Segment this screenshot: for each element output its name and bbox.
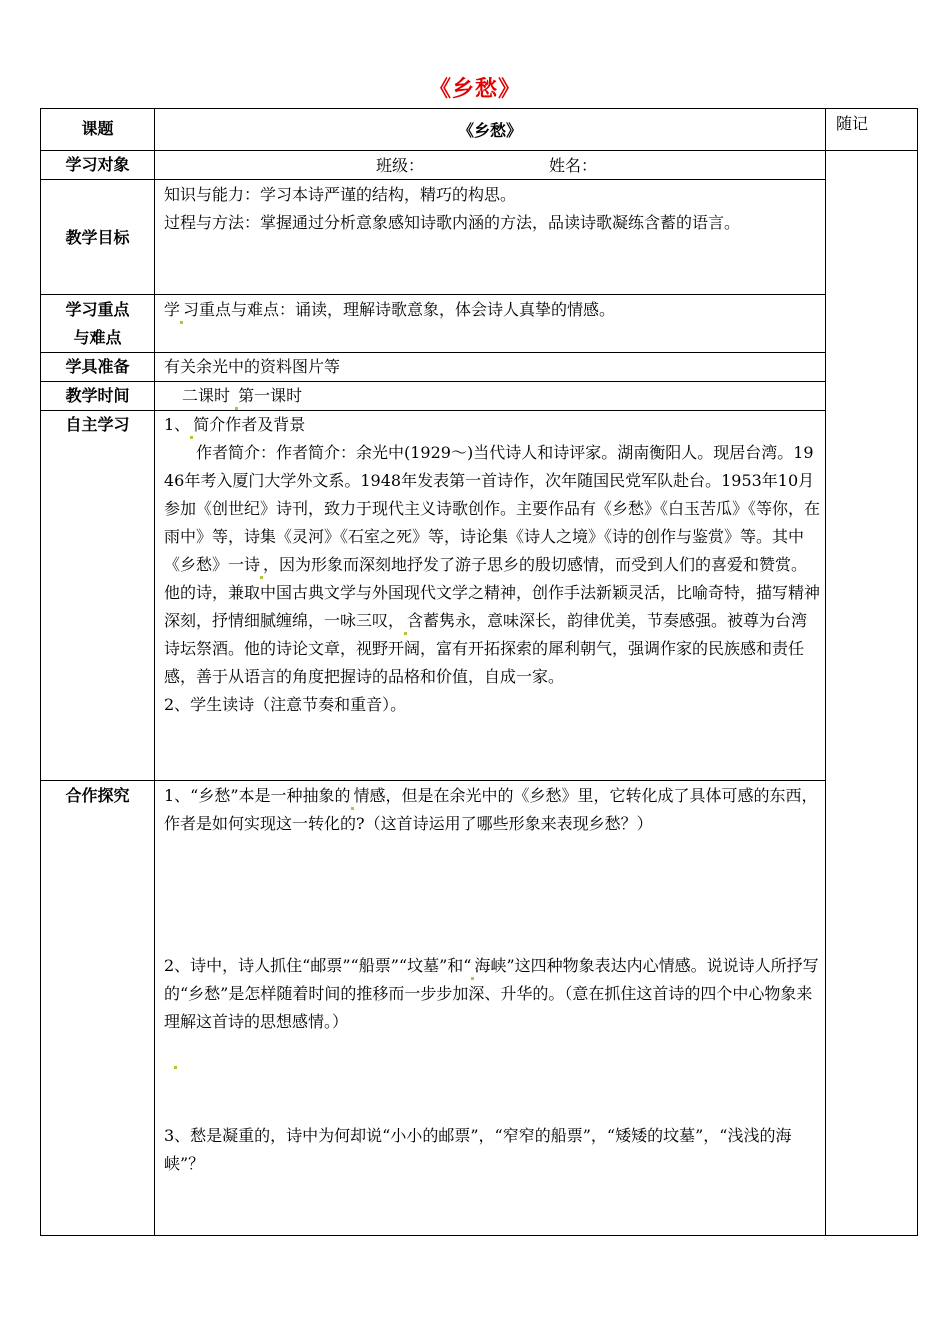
- annotation-mark: [180, 321, 183, 324]
- name-field-label: 姓名：: [549, 156, 598, 175]
- author-introduction: 作者简介：作者简介：余光中(1929～)当代诗人和诗评家。湖南衡阳人。现居台湾。1946年考入厦门大学外文系。1948年发表第一首诗作，次年随国民党军队赴台。1953年10月参加《创世纪》诗刊，致力于现代主义诗歌创作。主要作品有《乡愁》《白玉苦瓜》《等你，在雨中》等，诗集《灵河》《石室之死》等，诗论集《诗人之境》《诗的创作与鉴赏》等。其中《乡愁》一诗 ，因为形象而深刻地抒发了游子思乡的殷切感情，而受到人们的喜爱和赞赏。他的诗，兼取中国古典文学与外国现代文学之精神，创作手法新颖灵活，比喻奇特，描写精神深刻，抒情细腻缠绵，一咏三叹， 含蓄隽永，意味深长，韵律优美，节奏感强。被尊为台湾诗坛祭酒。他的诗论文章，视野开阔，富有开拓探索的犀利朝气，强调作家的民族感和责任感，善于从语言的角度把握诗的品格和价值，自成一家。: [164, 443, 821, 686]
- focus-content: 学 习重点与难点：诵读，理解诗歌意象，体会诗人真挚的情感。: [164, 296, 820, 324]
- cooperation-question-3: 3、愁是凝重的，诗中为何却说“小小的邮票”，“窄窄的船票”，“矮矮的坟墓”，“浅浅的海峡”？: [164, 1126, 792, 1173]
- annotation-mark: [190, 436, 193, 439]
- annotation-mark: [174, 1066, 177, 1069]
- self-study-heading: 1、 简介作者及背景: [164, 411, 820, 439]
- document-title: 《乡愁》: [428, 77, 521, 102]
- topic-value: 《乡愁》: [457, 121, 522, 140]
- topic-label: 课题: [81, 119, 114, 138]
- notes-column-header: 随记: [836, 114, 869, 133]
- annotation-mark: [235, 407, 238, 410]
- objective-knowledge: 知识与能力：学习本诗严谨的结构，精巧的构思。: [164, 185, 517, 204]
- time-value: 二课时 第一课时: [164, 382, 838, 410]
- table-divider: [40, 179, 826, 180]
- cooperation-question-2: 2、诗中，诗人抓住“邮票”“船票”“坟墓”和“ 海峡”这四种物象表达内心情感。说说诗人所抒写的“乡愁”是怎样随着时间的推移而一步步加深、升华的。（意在抓住这首诗的四个中心物象来理解这首诗的思想感情。）: [164, 956, 819, 1031]
- self-study-content: [164, 411, 820, 719]
- annotation-mark: [471, 977, 474, 980]
- table-divider: [825, 150, 918, 151]
- objectives-label: 教学目标: [65, 228, 130, 247]
- table-divider: [40, 294, 826, 295]
- time-label: 教学时间: [65, 386, 130, 405]
- focus-label-line1: 学习重点: [65, 300, 130, 319]
- annotation-mark: [260, 576, 263, 579]
- audience-label: 学习对象: [65, 155, 130, 174]
- class-field-label: 班级：: [376, 156, 425, 175]
- objectives-content: [164, 181, 820, 237]
- self-study-item-2: 2、学生读诗（注意节奏和重音）。: [164, 695, 407, 714]
- self-study-label: 自主学习: [65, 415, 130, 434]
- table-divider: [825, 108, 826, 1236]
- table-divider: [40, 150, 826, 151]
- focus-label-line2: 与难点: [73, 328, 122, 347]
- table-divider: [40, 780, 826, 781]
- focus-label: [41, 296, 154, 352]
- cooperation-question-1: 1、“乡愁”本是一种抽象的 情感，但是在余光中的《乡愁》里，它转化成了具体可感的东西，作者是如何实现这一转化的?（这首诗运用了哪些形象来表现乡愁？）: [164, 786, 818, 833]
- table-divider: [154, 108, 155, 1236]
- objective-method: 过程与方法：掌握通过分析意象感知诗歌内涵的方法，品读诗歌凝练含蓄的语言。: [164, 213, 741, 232]
- materials-label: 学具准备: [65, 357, 130, 376]
- cooperation-label: 合作探究: [65, 786, 130, 805]
- annotation-mark: [351, 807, 354, 810]
- annotation-mark: [404, 632, 407, 635]
- materials-value: 有关余光中的资料图片等: [164, 357, 341, 376]
